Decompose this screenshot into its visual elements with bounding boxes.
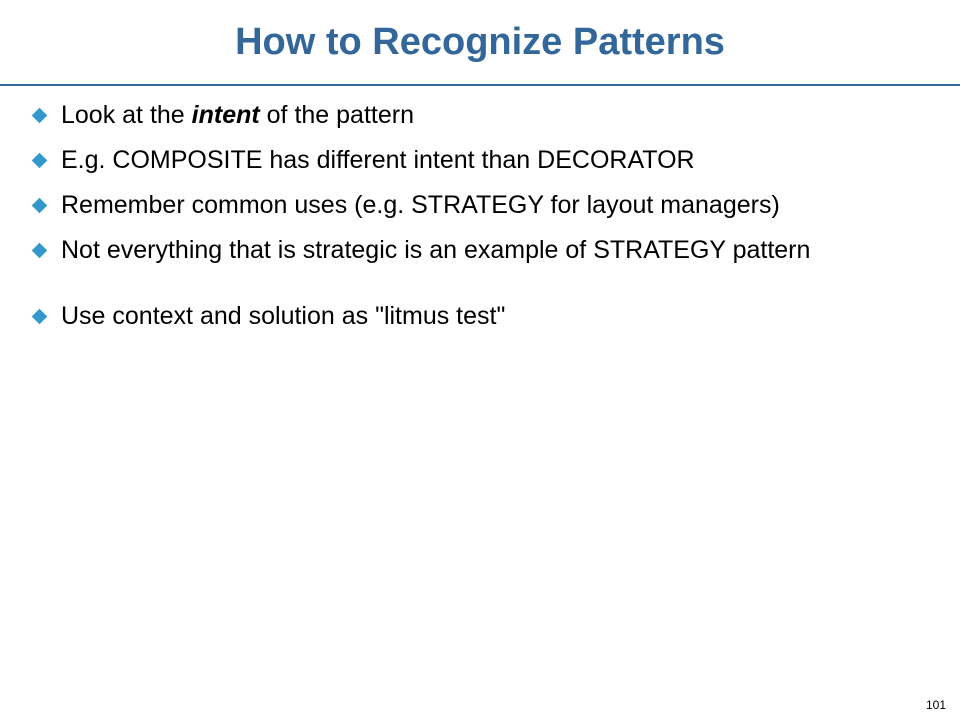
diamond-bullet-icon <box>32 153 48 169</box>
title-divider <box>0 84 960 86</box>
bullet-list <box>30 98 930 344</box>
diamond-bullet-icon <box>32 243 48 259</box>
bullet-item <box>30 98 930 132</box>
bullet-text: E.g. COMPOSITE has different intent than DECORATOR <box>61 146 695 174</box>
bullet-text: Remember common uses (e.g. STRATEGY for layout managers) <box>61 191 780 219</box>
bullet-text-after: of the pattern <box>259 101 414 129</box>
diamond-bullet-icon <box>32 198 48 214</box>
slide-title: How to Recognize Patterns <box>235 21 725 63</box>
slide-number: 101 <box>925 698 946 712</box>
diamond-bullet-icon <box>32 108 48 124</box>
bullet-item <box>30 233 930 267</box>
bullet-item <box>30 143 930 177</box>
diamond-bullet-icon <box>32 309 48 325</box>
bullet-item <box>30 188 930 222</box>
bullet-text <box>61 101 414 129</box>
bullet-text: Use context and solution as "litmus test" <box>61 302 506 330</box>
bullet-emphasis: intent <box>191 101 260 129</box>
bullet-item <box>30 299 930 333</box>
bullet-text: Not everything that is strategic is an example of STRATEGY pattern <box>61 236 811 264</box>
bullet-text-before: Look at the <box>61 101 192 129</box>
